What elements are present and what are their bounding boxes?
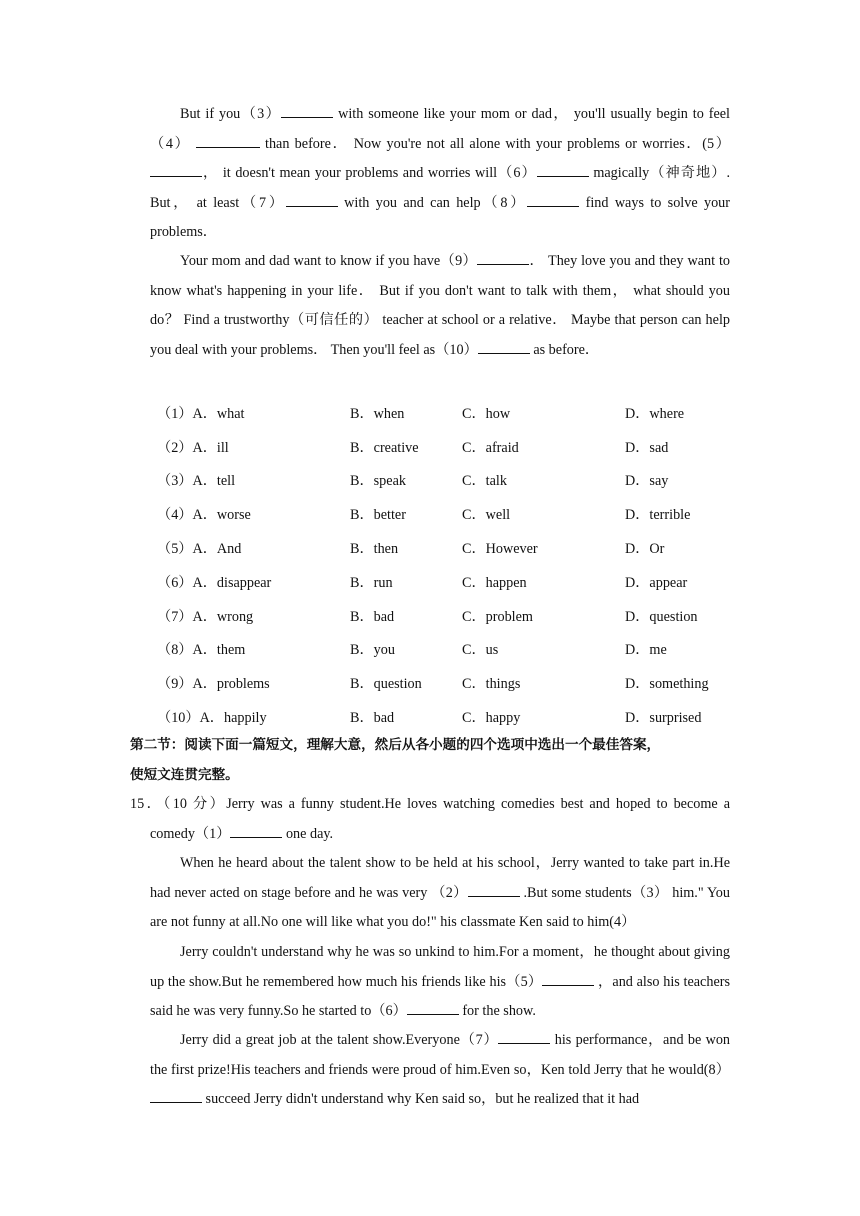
option-b: B．question bbox=[350, 676, 422, 693]
option-d: D．me bbox=[625, 642, 667, 659]
option-row bbox=[157, 531, 745, 565]
option-b: B．better bbox=[350, 507, 406, 524]
section-2-title-line-2: 使短文连贯完整。 bbox=[130, 767, 239, 783]
option-c: C．us bbox=[462, 642, 499, 659]
option-b: B．you bbox=[350, 642, 395, 659]
option-c: C．problem bbox=[462, 608, 533, 625]
option-d: D．surprised bbox=[625, 710, 702, 727]
text-segment: magically（神奇地）. But， at least（7） bbox=[150, 165, 730, 211]
options-table bbox=[157, 396, 745, 734]
section-2-title-line-1: 第二节：阅读下面一篇短文，理解大意，然后从各小题的四个选项中选出一个最佳答案， bbox=[130, 737, 661, 753]
answer-blank bbox=[230, 824, 282, 838]
option-c: C．happy bbox=[462, 710, 521, 727]
option-d: D．Or bbox=[625, 541, 665, 558]
answer-blank bbox=[407, 1001, 459, 1015]
option-row bbox=[157, 633, 745, 667]
option-d: D．terrible bbox=[625, 507, 691, 524]
text-segment: with you and can help（8） bbox=[337, 194, 528, 211]
option-a: （9）A．problems bbox=[157, 676, 270, 693]
option-c: C．afraid bbox=[462, 439, 519, 456]
answer-blank bbox=[477, 251, 529, 265]
option-d: D．appear bbox=[625, 574, 688, 591]
text-segment: succeed Jerry didn't understand why Ken said so，but he realized that it had bbox=[202, 1091, 640, 1107]
question-15-paragraph-3 bbox=[150, 1026, 730, 1115]
option-row bbox=[157, 666, 745, 700]
option-row bbox=[157, 464, 745, 498]
option-b: B．speak bbox=[350, 473, 406, 490]
answer-blank bbox=[478, 339, 530, 353]
option-d: D．sad bbox=[625, 439, 669, 456]
option-d: D．say bbox=[625, 473, 669, 490]
text-segment: comedy（1） bbox=[150, 826, 231, 842]
text-segment: ． They love you and they want to know what's happening in your life． But if you don't want to talk with them， what should you do？ Find a trustworthy（可信任的） teacher at school or a relative． Maybe that person can help you deal with your problems． Then you'll feel as（10） bbox=[150, 253, 730, 358]
option-d: D．question bbox=[625, 608, 698, 625]
option-d: D．where bbox=[625, 405, 685, 422]
answer-blank bbox=[498, 1030, 550, 1044]
answer-blank bbox=[542, 971, 594, 985]
option-b: B．bad bbox=[350, 608, 395, 625]
option-c: C．talk bbox=[462, 473, 507, 490]
text-segment: for the show. bbox=[458, 1003, 536, 1019]
text-segment: with someone like your mom or dad， you'll usually begin to feel （4） bbox=[150, 106, 730, 152]
option-b: B．when bbox=[350, 405, 405, 422]
question-15-heading: 15．（10 分）Jerry was a funny student.He loves watching comedies best and hoped to become a bbox=[130, 796, 730, 812]
option-a: （1）A．what bbox=[157, 405, 245, 422]
option-b: B．run bbox=[350, 574, 393, 591]
answer-blank bbox=[468, 882, 520, 896]
passage-paragraph-1 bbox=[150, 100, 730, 248]
text-segment: than before． Now you're not all alone with your problems or worries．(5） bbox=[259, 135, 730, 152]
option-b: B．then bbox=[350, 541, 399, 558]
text-segment: Jerry couldn't understand why he was so unkind to him.For a moment，he thought about giving up the show.But he remembered how much his friends like his（5） bbox=[150, 944, 730, 990]
option-row bbox=[157, 396, 745, 430]
option-c: C．how bbox=[462, 405, 511, 422]
answer-blank bbox=[527, 192, 579, 206]
option-row bbox=[157, 430, 745, 464]
option-row bbox=[157, 700, 745, 734]
passage-paragraph-2 bbox=[150, 247, 730, 365]
answer-blank bbox=[537, 163, 589, 177]
option-a: （7）A．wrong bbox=[157, 608, 254, 625]
text-segment: ， it doesn't mean your problems and worries will（6） bbox=[202, 165, 537, 181]
option-row bbox=[157, 497, 745, 531]
option-row bbox=[157, 565, 745, 599]
text-segment: Jerry did a great job at the talent show.Everyone（7） bbox=[180, 1032, 499, 1048]
text-segment: his performance，and be won the first prize!His teachers and friends were proud of him.Even so，Ken told Jerry that he would(8） bbox=[150, 1032, 731, 1078]
text-segment: But if you（3） bbox=[180, 106, 282, 122]
option-a: （4）A．worse bbox=[157, 507, 251, 524]
option-b: B．bad bbox=[350, 710, 395, 727]
option-a: （2）A．ill bbox=[157, 439, 229, 456]
text-segment: .But some students（3） him." You are not funny at all.No one will like what you do!" his classmate Ken said to him(4） bbox=[150, 884, 730, 930]
text-segment: Your mom and dad want to know if you have（9） bbox=[180, 253, 478, 269]
answer-blank bbox=[196, 133, 260, 147]
option-c: C．However bbox=[462, 541, 538, 558]
option-c: C．happen bbox=[462, 574, 527, 591]
answer-blank bbox=[281, 104, 333, 118]
option-a: （3）A．tell bbox=[157, 473, 236, 490]
text-segment: find ways to solve your problems． bbox=[150, 194, 730, 240]
option-c: C．well bbox=[462, 507, 511, 524]
option-a: （10）A．happily bbox=[157, 710, 267, 727]
option-c: C．things bbox=[462, 676, 521, 693]
option-a: （8）A．them bbox=[157, 642, 246, 659]
text-segment: one day. bbox=[282, 826, 334, 842]
question-15-paragraph-2 bbox=[150, 938, 730, 1027]
option-b: B．creative bbox=[350, 439, 419, 456]
answer-blank bbox=[150, 1089, 202, 1103]
text-segment: as before． bbox=[529, 341, 600, 358]
answer-blank bbox=[150, 163, 202, 177]
option-a: （5）A．And bbox=[157, 541, 242, 558]
question-15-paragraph-1 bbox=[150, 849, 730, 938]
answer-blank bbox=[286, 192, 338, 206]
question-15-paragraph-0 bbox=[150, 820, 730, 850]
text-segment: ，and also his teachers said he was very funny.So he started to（6） bbox=[150, 973, 730, 1019]
option-row bbox=[157, 599, 745, 633]
option-a: （6）A．disappear bbox=[157, 574, 272, 591]
text-segment: When he heard about the talent show to be held at his school，Jerry wanted to take part in.He had never acted on stage before and he was very （2） bbox=[150, 855, 730, 901]
option-d: D．something bbox=[625, 676, 709, 693]
